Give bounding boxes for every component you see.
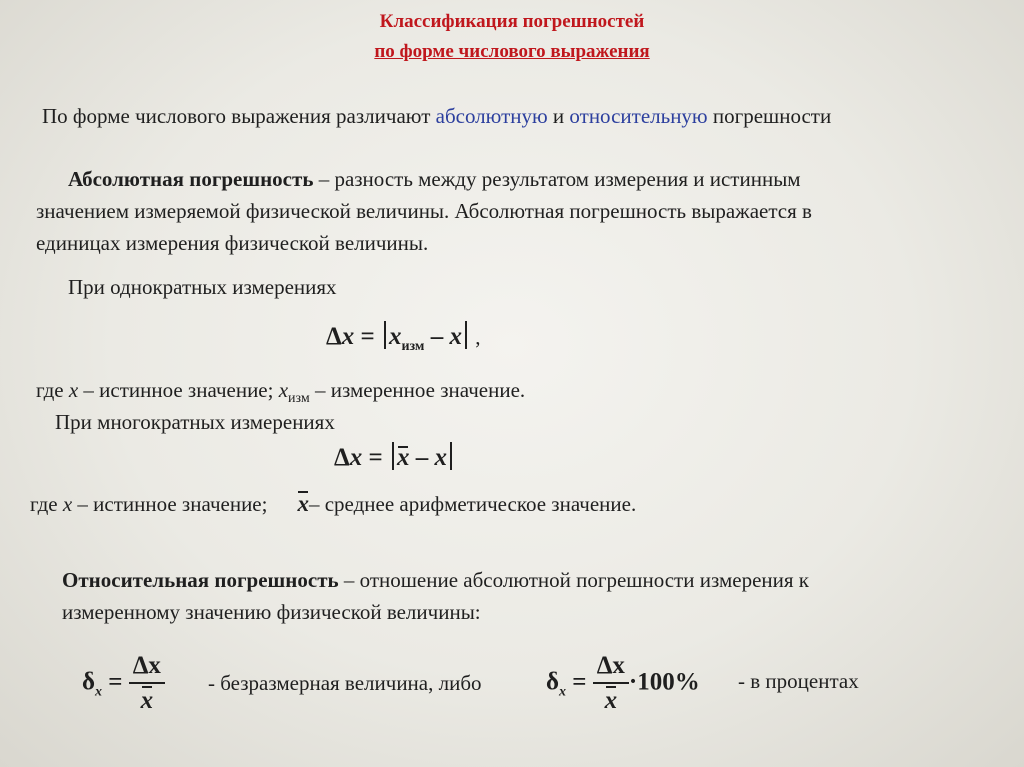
equals-sign: = [101, 668, 129, 696]
relative-definition-line1 [62, 565, 809, 595]
intro-text: и [547, 104, 570, 128]
delta-small-symbol: δ [546, 668, 559, 696]
fraction [129, 650, 165, 718]
mean-var: x [605, 684, 618, 718]
note-var: x [62, 492, 73, 516]
relative-term: Относительная погрешность [62, 568, 339, 592]
abs-bar-right [465, 321, 467, 349]
definition-text: – отношение абсолютной погрешности измерения к [338, 568, 809, 592]
note-var: x [278, 378, 289, 402]
absolute-term: Абсолютная погрешность [68, 167, 314, 191]
intro-paragraph [42, 101, 831, 131]
mean-var: x [141, 684, 154, 718]
multiple-note [30, 489, 636, 519]
mean-var: x [297, 489, 309, 519]
equals-sign: = [354, 323, 381, 350]
delta-symbol: Δ [326, 323, 342, 350]
abs-bar-left [392, 442, 394, 470]
definition-text: – разность между результатом измерения и истинным [313, 167, 801, 191]
relative-definition-line2: измеренному значению физической величины: [62, 600, 481, 624]
note-var: x [68, 378, 79, 402]
relative-text-2: - в процентах [738, 669, 859, 693]
relative-formula-1 [82, 650, 165, 718]
note-text: где [36, 378, 69, 402]
slide-subtitle: по форме числового выражения [374, 41, 650, 62]
note-text: – среднее арифметическое значение. [308, 492, 637, 516]
abs-bar-right [450, 442, 452, 470]
formula-subscript: x [558, 684, 566, 700]
relative-word: относительную [569, 104, 708, 128]
formula-var: x [341, 323, 355, 350]
minus-sign: – [424, 323, 450, 350]
single-measurement-heading: При однократных измерениях [68, 275, 337, 299]
absolute-word: абсолютную [435, 104, 548, 128]
numerator: Δx [129, 650, 165, 684]
note-text: – измеренное значение. [309, 378, 526, 402]
relative-text-1: - безразмерная величина, либо [208, 671, 482, 695]
equals-sign: = [565, 668, 593, 696]
denominator [129, 684, 165, 718]
delta-small-symbol: δ [82, 668, 95, 696]
formula-var: x [434, 444, 447, 471]
formula-var: x [388, 323, 402, 350]
comma: , [469, 325, 481, 349]
relative-formula-2 [546, 650, 700, 718]
formula-var: x [349, 444, 363, 471]
multiple-measurement-heading: При многократных измерениях [55, 410, 335, 434]
fraction [593, 650, 629, 718]
note-text: – истинное значение; [78, 378, 279, 402]
multiple-formula [334, 442, 455, 472]
note-text: где [30, 492, 63, 516]
numerator: Δx [593, 650, 629, 684]
minus-sign: – [409, 444, 435, 471]
formula-subscript: изм [401, 339, 425, 354]
formula-subscript: x [94, 684, 102, 700]
single-formula [326, 321, 480, 355]
absolute-definition-line3: единицах измерения физической величины. [36, 231, 429, 255]
denominator [593, 684, 629, 718]
intro-text: По форме числового выражения различают [42, 104, 436, 128]
absolute-definition-line1 [68, 164, 801, 194]
delta-symbol: Δ [334, 444, 350, 471]
note-subscript: изм [288, 391, 310, 407]
absolute-definition-line2: значением измеряемой физической величины. Абсолютная погрешность выражается в [36, 199, 812, 223]
abs-bar-left [384, 321, 386, 349]
note-text: – истинное значение; [72, 492, 268, 516]
intro-text: погрешности [707, 104, 832, 128]
mean-var: x [396, 444, 410, 471]
formula-var: x [449, 323, 462, 350]
percent-factor: ·100% [628, 668, 700, 696]
equals-sign: = [362, 444, 389, 471]
slide-title: Классификация погрешностей [379, 11, 645, 32]
